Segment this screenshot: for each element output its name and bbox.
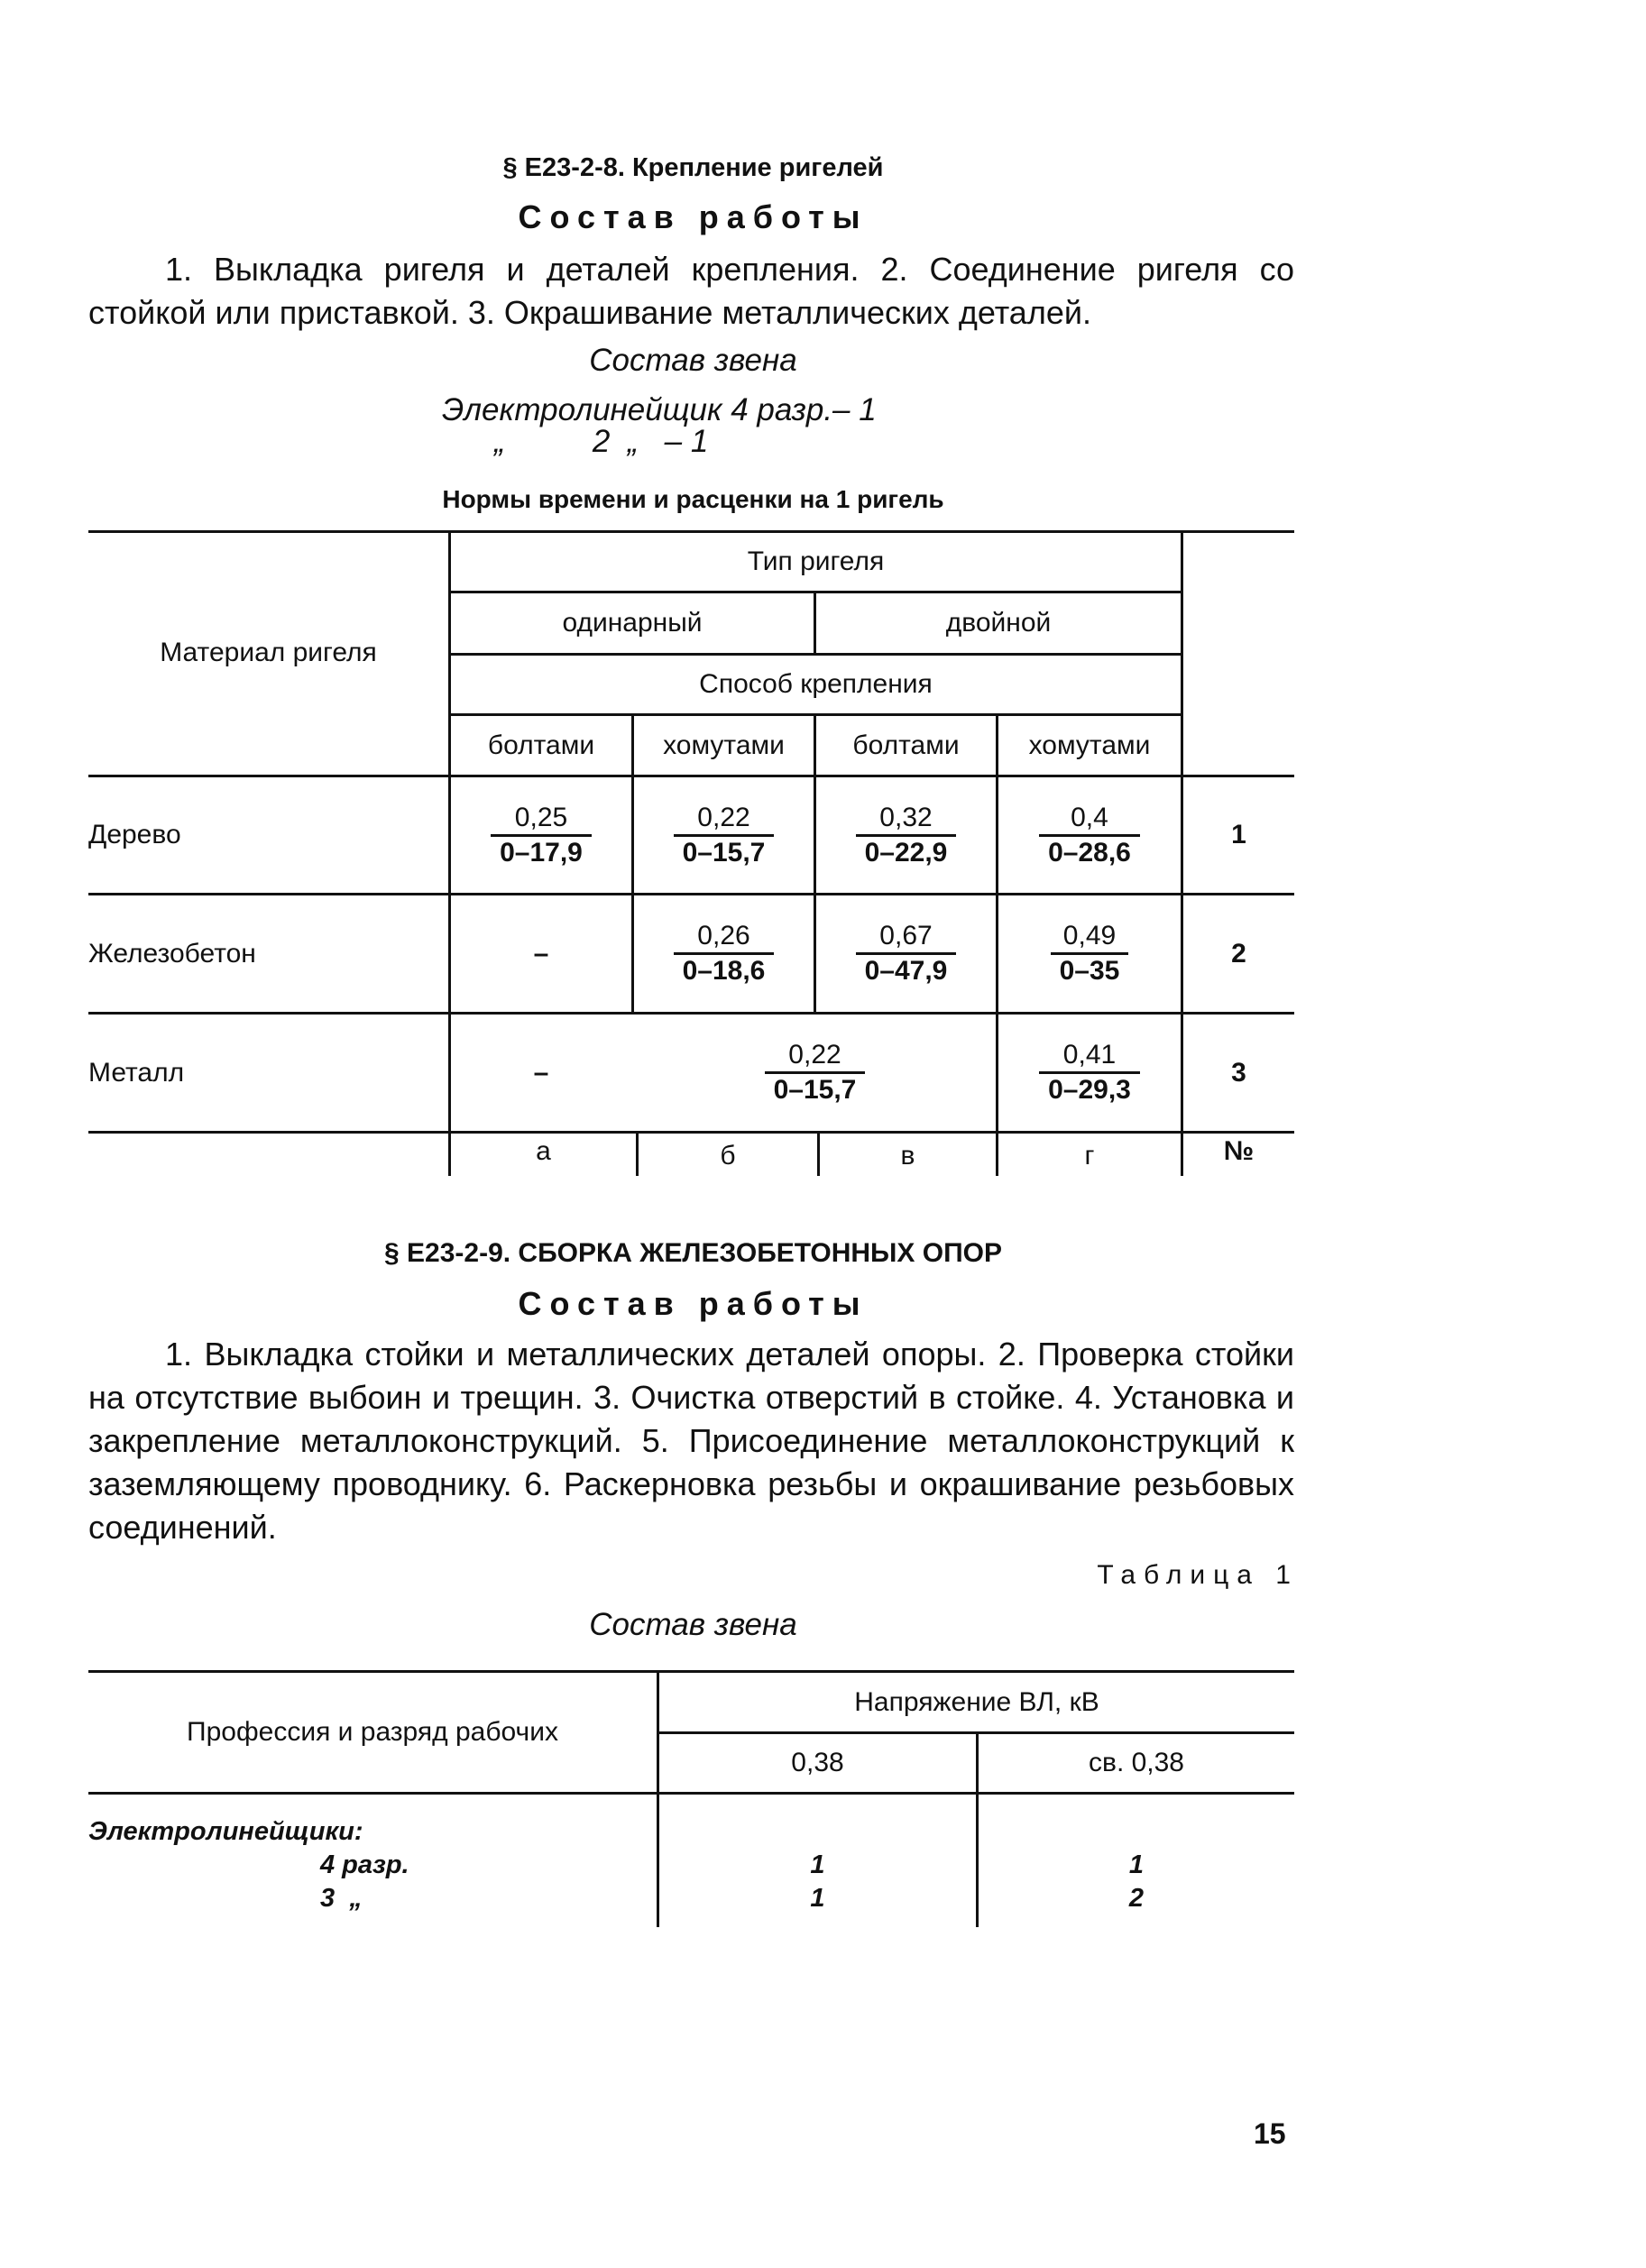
header-method: Способ крепления <box>699 669 933 699</box>
crew-group-label: Электролинейщики: <box>88 1817 363 1846</box>
page-number: 15 <box>1254 2117 1286 2150</box>
header-material: Материал ригеля <box>160 637 377 667</box>
table1-bottom-rule <box>88 1131 1294 1134</box>
rate: 0–15,7 <box>773 1075 857 1105</box>
norm-time: 0,25 <box>491 802 592 837</box>
header-type: Тип ригеля <box>747 546 885 576</box>
norm-time: 0,4 <box>1039 802 1140 837</box>
table-cell <box>634 895 814 1012</box>
empty-dash: – <box>533 1057 549 1088</box>
table-cell <box>451 777 631 893</box>
table-cell <box>634 777 814 893</box>
empty-dash: – <box>533 938 549 969</box>
row-number: 2 <box>1231 938 1246 969</box>
rate: 0–29,3 <box>1048 1075 1131 1105</box>
table-cell <box>816 895 996 1012</box>
section1-composition-heading: Состав работы <box>518 198 869 235</box>
table-cell <box>998 895 1181 1012</box>
rate: 0–18,6 <box>682 956 766 986</box>
section1-crew-heading: Состав звена <box>589 343 797 378</box>
subheader-clamps: хомутами <box>1028 730 1151 760</box>
column-letter: б <box>720 1141 736 1171</box>
section1-table-caption: Нормы времени и расценки на 1 ригель <box>442 485 944 513</box>
header-voltage-038: 0,38 <box>791 1748 844 1777</box>
rate: 0–15,7 <box>682 837 766 868</box>
column-letter: г <box>1084 1141 1095 1171</box>
norm-time: 0,67 <box>856 920 957 955</box>
section2-paragraph: 1. Выкладка стойки и металлических деталей опоры. 2. Проверка стойки на отсутствие выбоин и трещин. 3. Очистка отверстий в стойке. 4. Установка и закрепление металлоконструкций. 5. Присоединение металлоконструкций к заземляющему проводнику. 6. Раскерновка резьбы и окрашивание резьбовых соединений. <box>88 1336 1294 1546</box>
crew-count: 1 <box>1128 1850 1145 1879</box>
subheader-bolts: болтами <box>487 730 595 760</box>
subheader-clamps: хомутами <box>663 730 785 760</box>
column-number-label: № <box>1223 1136 1255 1166</box>
norm-time: 0,26 <box>674 920 775 955</box>
header-single: одинарный <box>562 608 703 638</box>
column-letter: а <box>536 1136 551 1166</box>
crew-grade-label: 3 „ <box>320 1884 363 1913</box>
subheader-bolts: болтами <box>852 730 960 760</box>
row-number: 3 <box>1231 1057 1246 1088</box>
section2-crew-heading: Состав звена <box>589 1607 797 1642</box>
rate: 0–17,9 <box>500 837 583 868</box>
header-profession: Профессия и разряд рабочих <box>187 1717 558 1747</box>
table-cell-merged <box>634 1015 996 1131</box>
section1-crew-line1: Электролинейщик 4 разр.– 1 <box>442 392 877 427</box>
table-cell <box>816 777 996 893</box>
row-material: Железобетон <box>88 938 256 969</box>
norm-time: 0,41 <box>1039 1039 1140 1074</box>
rate: 0–35 <box>1059 956 1120 986</box>
norm-time: 0,49 <box>1051 920 1129 955</box>
crew-count: 1 <box>810 1884 825 1913</box>
table-label: Таблица 1 <box>1097 1560 1299 1590</box>
table-cell <box>998 777 1181 893</box>
norm-time: 0,32 <box>856 802 957 837</box>
table-cell <box>998 1015 1181 1131</box>
column-letter: в <box>900 1141 915 1171</box>
crew-count: 1 <box>810 1850 825 1879</box>
section1-crew-line2: „ 2 „ – 1 <box>494 424 709 459</box>
rate: 0–47,9 <box>864 956 948 986</box>
row-material: Дерево <box>88 820 181 849</box>
section1-title: § Е23-2-8. Крепление ригелей <box>502 153 884 182</box>
norm-time: 0,22 <box>765 1039 866 1074</box>
section1-paragraph: 1. Выкладка ригеля и деталей крепления. 2. Соединение ригеля со стойкой или приставкой. 3. Окрашивание металлических деталей. <box>88 251 1294 331</box>
header-voltage-over-038: св. 0,38 <box>1089 1748 1184 1777</box>
row-number: 1 <box>1231 820 1246 849</box>
crew-count: 2 <box>1128 1884 1145 1913</box>
rate: 0–22,9 <box>864 837 948 868</box>
norm-time: 0,22 <box>674 802 775 837</box>
section2-title: § Е23-2-9. СБОРКА ЖЕЛЕЗОБЕТОННЫХ ОПОР <box>384 1238 1002 1268</box>
rate: 0–28,6 <box>1048 837 1131 868</box>
section2-composition-heading: Состав работы <box>518 1285 869 1322</box>
crew-grade-label: 4 разр. <box>320 1850 409 1879</box>
table2-header-rule <box>88 1792 1294 1795</box>
row-material: Металл <box>88 1057 185 1088</box>
header-voltage: Напряжение ВЛ, кВ <box>854 1686 1099 1717</box>
header-double: двойной <box>945 608 1052 638</box>
